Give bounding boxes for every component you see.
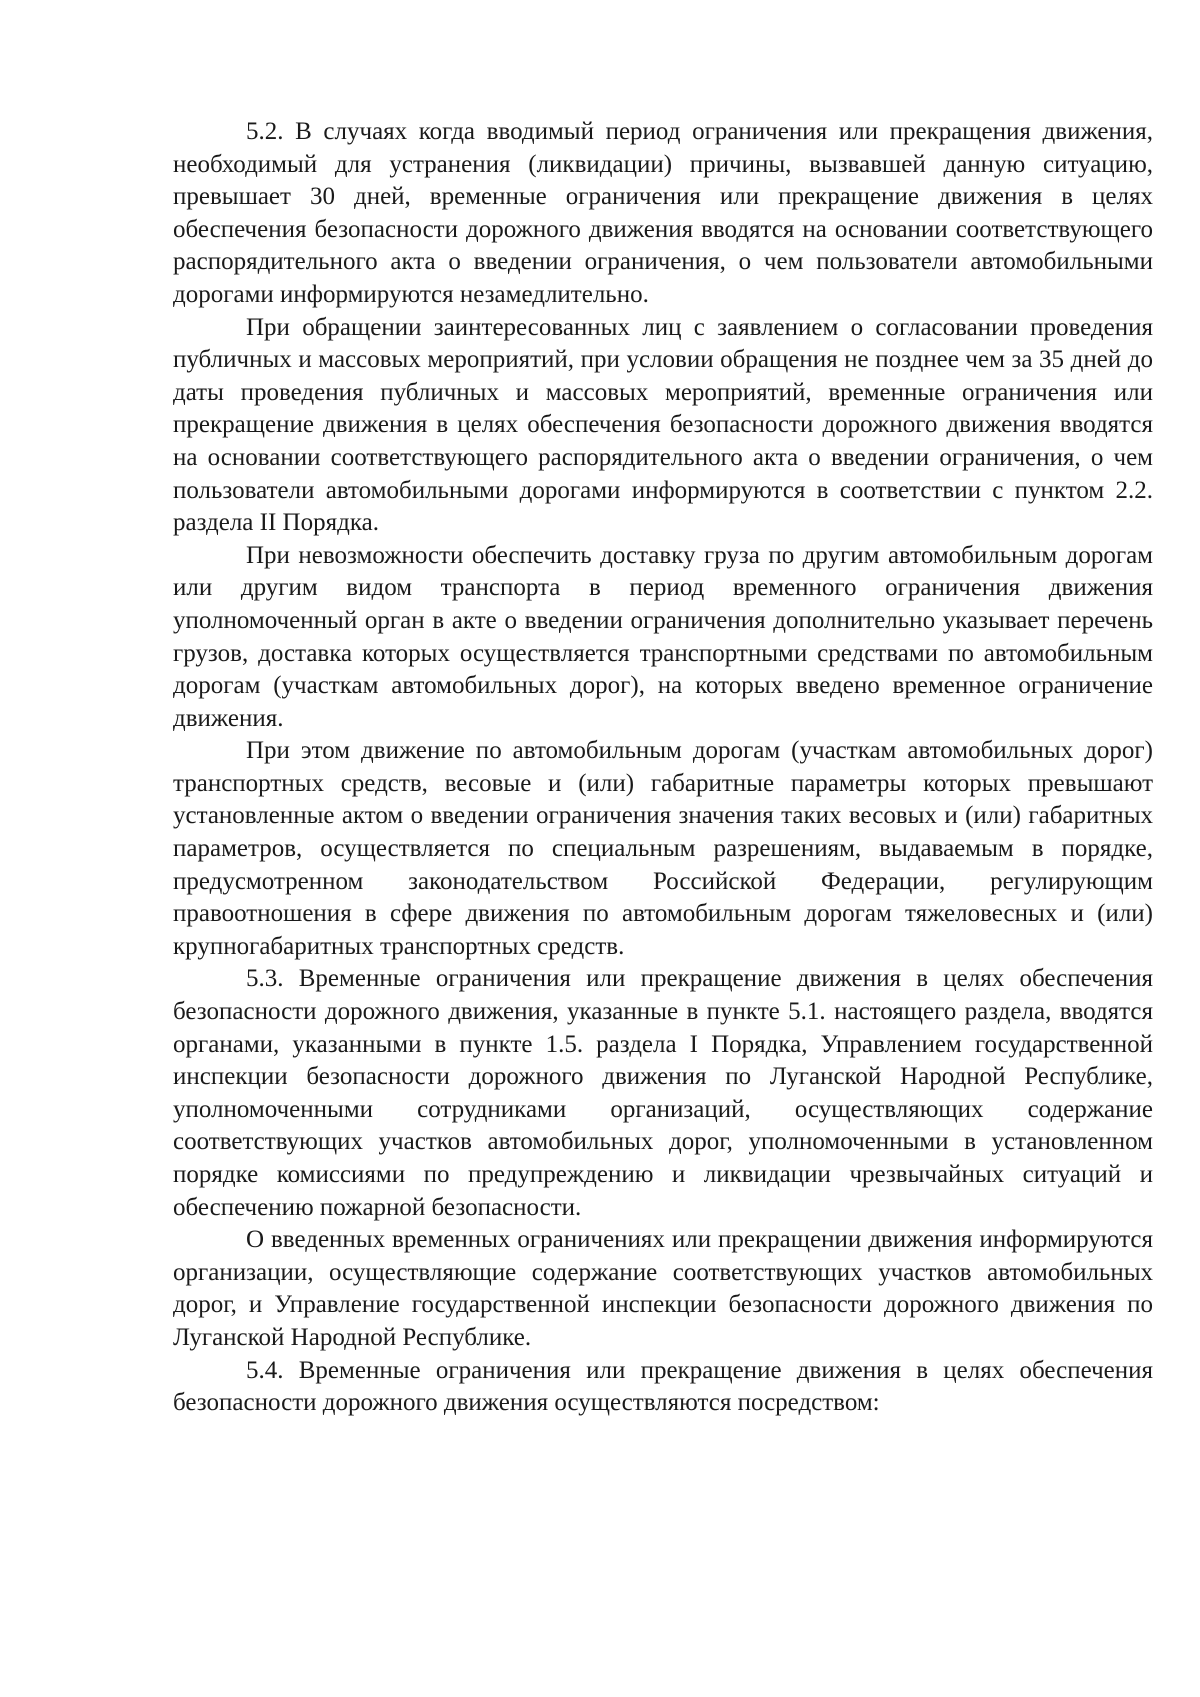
paragraph-cargo-delivery: При невозможности обеспечить доставку груза по другим автомобильным дорогам или другим видом транспорта в период временного ограничения движения уполномоченный орган в акте о введении ограничения дополнительно указывает перечень грузов, доставка которых осуществляется транспортными средствами по автомобильным дорогам (участкам автомобильных дорог), на которых введено временное ограничение движения.: [173, 541, 1153, 732]
paragraph-5-3: 5.3. Временные ограничения или прекращение движения в целях обеспечения безопасности дорожного движения, указанные в пункте 5.1. настоящего раздела, вводятся органами, указанными в пункте 1.5. раздела I Порядка, Управлением государственной инспекции безопасности дорожного движения по Луганской Народной Республике, уполномоченными сотрудниками организаций, осуществляющих содержание соответствующих участков автомобильных дорог, уполномоченными в установленном порядке комиссиями по предупреждению и ликвидации чрезвычайных ситуаций и обеспечению пожарной безопасности.: [173, 965, 1153, 1221]
paragraph-5-2: 5.2. В случаях когда вводимый период ограничения или прекращения движения, необходимый для устранения (ликвидации) причины, вызвавшей данную ситуацию, превышает 30 дней, временные ограничения или прекращение движения в целях обеспечения безопасности дорожного движения вводятся на основании соответствующего распорядительного акта о введении ограничения, о чем пользователи автомобильными дорогами информируются незамедлительно.: [173, 118, 1153, 308]
document-body: [173, 116, 1153, 1420]
paragraph-public-events: При обращении заинтересованных лиц с заявлением о согласовании проведения публичных и массовых мероприятий, при условии обращения не позднее чем за 35 дней до даты проведения публичных и массовых мероприятий, временные ограничения или прекращение движения в целях обеспечения безопасности дорожного движения вводятся на основании соответствующего распорядительного акта о введении ограничения, о чем пользователи автомобильными дорогами информируются в соответствии с пунктом 2.2. раздела II Порядка.: [173, 313, 1153, 537]
paragraph-5-4: 5.4. Временные ограничения или прекращение движения в целях обеспечения безопасности дорожного движения осуществляются посредством:: [173, 1356, 1153, 1417]
paragraph-special-permits: При этом движение по автомобильным дорогам (участкам автомобильных дорог) транспортных средств, весовые и (или) габаритные параметры которых превышают установленные актом о введении ограничения значения таких весовых и (или) габаритных параметров, осуществляется по специальным разрешениям, выдаваемым в порядке, предусмотренном законодательством Российской Федерации, регулирующим правоотношения в сфере движения по автомобильным дорогам тяжеловесных и (или) крупногабаритных транспортных средств.: [173, 737, 1153, 960]
paragraph-notification: О введенных временных ограничениях или прекращении движения информируются организации, осуществляющие содержание соответствующих участков автомобильных дорог, и Управление государственной инспекции безопасности дорожного движения по Луганской Народной Республике.: [173, 1226, 1153, 1351]
